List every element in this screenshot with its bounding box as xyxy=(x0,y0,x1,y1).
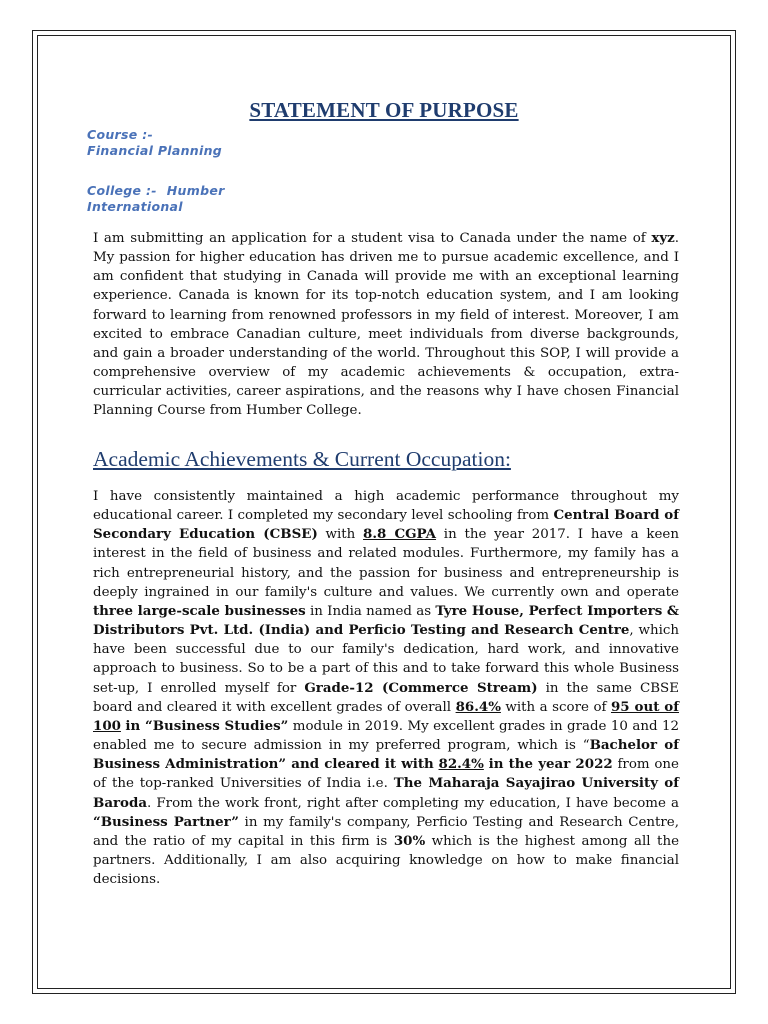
body-text-bold-period: . My excellent grades in grade 10 and 12 enabled me to secure admission in my preferred program, which is “ xyxy=(93,718,679,754)
body-text: with xyxy=(317,527,364,543)
three-businesses-bold: three large-scale businesses xyxy=(93,602,306,619)
cgpa-value: 8.8 CGPA xyxy=(363,526,437,543)
body-text: in the same CBSE board and cleared it with excellent grades of overall xyxy=(93,680,679,715)
business-studies-bold: in “Business Studies” xyxy=(125,717,289,734)
section-heading-academic: Academic Achievements & Current Occupation: xyxy=(93,447,511,471)
bba-bold: Bachelor of Business Administration” and cleared it with xyxy=(93,737,679,773)
body-text: in India named as xyxy=(305,603,436,619)
body-text: , which have been successful due to our family's dedication, hard work, and innovative approach to business. So to be a part of this and to take forward this whole Business set-up, I enrolled myself for xyxy=(93,623,679,696)
body-text: in my family's company, Perficio Testing and Research Centre, and the ratio of my capital in this firm is xyxy=(93,814,679,849)
course-value: Financial Planning xyxy=(87,142,223,158)
bba-percentage: 82.4% xyxy=(438,756,484,773)
business-names-bold: Tyre House, Perfect Importers & Distributors Pvt. Ltd. (India) and Perficio Testing and Research Centre xyxy=(93,602,679,639)
college-value-line1: Humber xyxy=(166,183,225,198)
intro-paragraph xyxy=(93,229,679,421)
business-studies-score: 95 out of 100 xyxy=(93,698,679,734)
capital-percentage: 30% xyxy=(393,832,426,849)
body-text: module in 2019 xyxy=(288,718,399,734)
business-partner-bold: “Business Partner” xyxy=(93,813,239,830)
university-bold: The Maharaja Sayajirao University of Baroda xyxy=(93,775,679,811)
body-text: . From the work front, right after completing my education, I have become a xyxy=(147,795,679,811)
grade12-bold: Grade-12 (Commerce Stream) xyxy=(304,679,538,696)
body-text: in the year 2017. I have a keen interest in the field of business and related modules. Furthermore, my family has a rich entrepreneurial history, and the passion for business and entrepreneurship is deeply ingrained in our family's culture and values. We currently own and operate xyxy=(93,527,679,600)
body-text: which is the highest among all the partners. Additionally, I am also acquiring knowledge on how to make financial decisions. xyxy=(93,833,679,888)
course-block xyxy=(87,127,222,158)
applicant-name: xyz xyxy=(651,230,675,246)
year-2022-bold: in the year 2022 xyxy=(488,756,613,773)
course-label: Course :- xyxy=(87,127,153,142)
college-block xyxy=(87,183,225,214)
college-value-line2: International xyxy=(87,198,183,214)
body-text: from one of the top-ranked Universities of India i.e. xyxy=(93,757,679,792)
overall-percentage: 86.4% xyxy=(455,698,501,715)
intro-text-1: I am submitting an application for a student visa to Canada under the name of xyxy=(93,231,652,246)
cbse-bold: Central Board of Secondary Education (CBSE) xyxy=(93,507,679,543)
academic-paragraph xyxy=(93,487,679,889)
intro-text-2: . My passion for higher education has driven me to pursue academic excellence, and I am confident that studying in Canada will provide me with an exceptional learning experience. Canada is known for its top-notch education system, and I am looking forward to learning from renowned professors in my field of interest. Moreover, I am excited to embrace Canadian culture, meet individuals from diverse backgrounds, and gain a broader understanding of the world. Throughout this SOP, I will provide a comprehensive overview of my academic achievements & occupation, extra-curricular activities, career aspirations, and the reasons why I have chosen Financial Planning Course from Humber College. xyxy=(93,231,679,419)
body-text: I have consistently maintained a high academic performance throughout my educational career. I completed my secondary level schooling from xyxy=(93,489,679,524)
college-label: College :- xyxy=(87,183,157,198)
document-title: STATEMENT OF PURPOSE xyxy=(249,98,519,123)
body-text: with a score of xyxy=(500,699,611,715)
